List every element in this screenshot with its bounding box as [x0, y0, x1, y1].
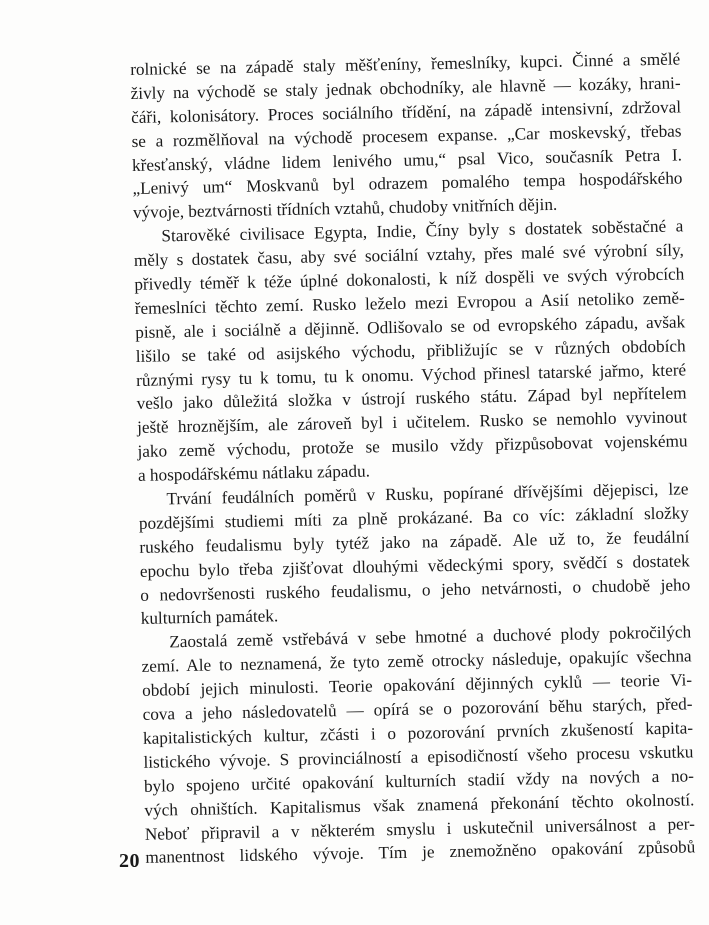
text-line: pisně, ale i sociálně a dějinně. Odlišovalo se od evropského západu, avšak [135, 312, 686, 342]
text-line: křesťanský, vládne lidem lenivého umu,“ psal Vico, současník Petra I. [131, 144, 683, 175]
text-line: epochu bylo třeba zjišťovat dlouhými vědeckými spory, svědčí s dostatek [139, 551, 690, 581]
text-line: kulturních památek. [140, 606, 279, 629]
text-line: období jejich minulosti. Teorie opakování dějinných cyklů — teorie Vi- [141, 670, 693, 701]
text-line: zemí. Ale to neznamená, že tyto země otrocky následuje, opakujíc všechna [141, 646, 692, 677]
text-line: manentnost lidského vývoje. Tím je znemožněno opakování způsobů [145, 837, 696, 868]
text-line: cova a jeho následovatelů — opírá se o pozorování běhu starých, před- [142, 694, 693, 724]
body-text [130, 47, 695, 870]
text-line: čáři, kolonisátory. Proces sociálního třídění, na západě intensivní, zdržoval [130, 97, 682, 127]
paragraph-start-line: Trvání feudálních poměrů v Rusku, popírané dřívějšími dějepisci, lze [166, 479, 689, 509]
text-line: rolnické se na západě staly měšťeníny, řemeslníky, kupci. Činné a smělé [130, 49, 681, 79]
text-line: různými rysy tu k tomu, tu k onomu. Východ přinesl tatarské jařmo, které [136, 359, 687, 390]
text-line: živly na východě se staly jednak obchodníky, ale hlavně — kozáky, hrani- [130, 73, 681, 103]
text-line: bylo spojeno určité opakování kulturních stadií vždy na nových a no- [143, 766, 695, 796]
paragraph-start-line: Starověké civilisace Egypta, Indie, Číny byly s dostatek soběstačné a [161, 216, 684, 246]
text-line: o nedovršenosti ruského feudalismu, o jeho netvárnosti, o chudobě jeho [140, 574, 691, 605]
text-line: měly s dostatek času, aby své sociální vztahy, přes malé své výrobní síly, [133, 240, 684, 271]
text-line: ještě hroznějším, ale zároveň byl i učitelem. Rusko se nemohlo vyvinout [136, 407, 688, 438]
text-line: řemeslníci těchto zemí. Rusko leželo mezi Evropou a Asií netoliko země- [134, 288, 685, 318]
text-line: „Lenivý um“ Moskvanů byl odrazem pomalého tempa hospodářského [132, 168, 683, 199]
text-line: vých ohništích. Kapitalismus však znamená překonání těchto okolností. [144, 789, 695, 820]
text-line: pozdějšími studiemi míti za plně prokázané. Ba co víc: základní složky [138, 503, 690, 533]
page-number: 20 [119, 850, 140, 872]
text-line: Neboť připravil a v některém smyslu i uskutečnil universálnost a per- [144, 813, 695, 844]
text-line: vývoje, beztvárnosti třídních vztahů, chudoby vnitřních dějin. [132, 195, 558, 223]
text-line: ruského feudalismu byly tytéž jako na západě. Ale už to, že feudální [139, 527, 690, 557]
text-line: přivedly téměř k téže úplné dokonalosti, k níž dospěli ve svých výrobcích [134, 264, 685, 294]
text-line: kapitalistických kultur, zčásti i o pozorování prvních zkušeností kapita- [142, 718, 694, 748]
text-line: se a rozmělňoval na východě procesem expanse. „Car moskevský, třebas [131, 121, 682, 151]
paragraph-start-line: Zaostalá země vstřebává v sebe hmotné a duchové plody pokročilých [169, 622, 692, 652]
text-line: a hospodářskému nátlaku západu. [137, 461, 371, 486]
text-line: jako země východu, protože se musilo vždy přizpůsobovat vojenskému [137, 431, 688, 462]
text-line: listického vývoje. S provinciálností a episodičností všeho procesu vskutku [143, 742, 694, 772]
text-line: vešlo jako důležitá složka v ústrojí ruského státu. Západ byl nepřítelem [136, 383, 687, 414]
text-line: lišilo se také od asijského východu, přibližujíc se v různých obdobích [135, 336, 686, 366]
